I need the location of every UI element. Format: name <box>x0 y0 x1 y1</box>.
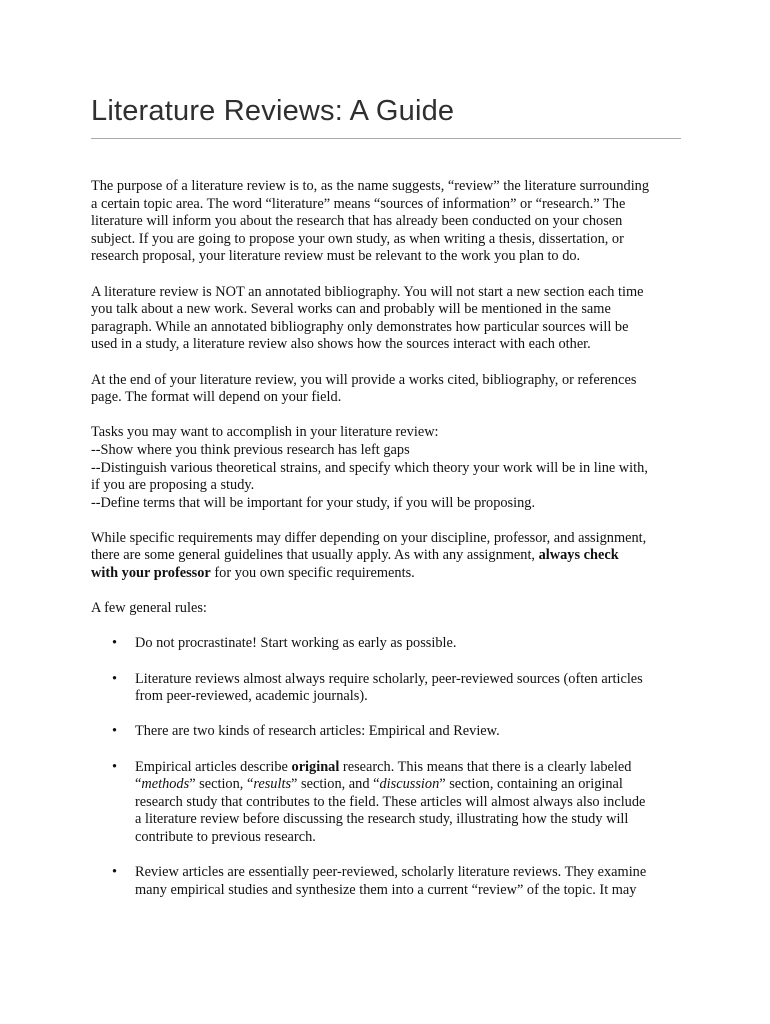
text-line: Tasks you may want to accomplish in your literature review: <box>91 424 439 441</box>
paragraph-tasks <box>91 424 691 512</box>
emphasis-methods: methods <box>141 776 190 793</box>
text-run: ” section, and “ <box>291 776 380 793</box>
text-line: A literature review is NOT an annotated bibliography. You will not start a new section each time <box>91 283 644 300</box>
paragraph-works-cited <box>91 372 691 407</box>
text-line: page. The format will depend on your field. <box>91 389 342 406</box>
list-item <box>91 759 691 847</box>
bullet-icon: • <box>112 670 118 687</box>
text-line: Review articles are essentially peer-reviewed, scholarly literature reviews. They examine <box>135 864 647 881</box>
text-run: “ <box>135 776 142 793</box>
text-line: subject. If you are going to propose your own study, as when writing a thesis, dissertation, or <box>91 230 624 247</box>
paragraph-requirements <box>91 530 691 583</box>
emphasis-discussion: discussion <box>379 776 440 793</box>
text-line: research study that contributes to the field. These articles will almost always also include <box>135 793 646 810</box>
text-line <box>135 759 691 777</box>
text-line <box>91 547 691 565</box>
text-line: --Distinguish various theoretical strains, and specify which theory your work will be in line with, <box>91 459 648 476</box>
text-run: ” section, containing an original <box>439 776 623 793</box>
page-title: Literature Reviews: A Guide <box>91 95 455 127</box>
text-line: Literature reviews almost always require scholarly, peer-reviewed sources (often articles <box>135 670 643 687</box>
title-underline <box>91 138 681 139</box>
text-line: a certain topic area. The word “literature” means “sources of information” or “research.” The <box>91 195 626 212</box>
text-line: paragraph. While an annotated bibliography only demonstrates how particular sources will be <box>91 318 629 335</box>
text-line: you talk about a new work. Several works can and probably will be mentioned in the same <box>91 301 611 318</box>
text-line: from peer-reviewed, academic journals). <box>135 688 368 705</box>
text-run: for you own specific requirements. <box>210 565 415 582</box>
paragraph-general-rules-heading <box>91 600 691 618</box>
bullet-icon: • <box>112 758 118 775</box>
list-item <box>91 671 691 706</box>
text-line: research proposal, your literature review must be relevant to the work you plan to do. <box>91 248 581 265</box>
text-run: ” section, “ <box>189 776 254 793</box>
emphasis-always-check: always check <box>538 547 619 564</box>
paragraph-not-annotated-bibliography <box>91 284 691 354</box>
text-line <box>91 565 691 583</box>
text-run: research. This means that there is a clearly labeled <box>339 758 632 775</box>
text-line: --Define terms that will be important for your study, if you will be proposing. <box>91 494 536 511</box>
bullet-icon: • <box>112 723 118 740</box>
text-line: if you are proposing a study. <box>91 477 255 494</box>
text-line: The purpose of a literature review is to, as the name suggests, “review” the literature surrounding <box>91 178 650 194</box>
text-line: --Show where you think previous research has left gaps <box>91 441 410 458</box>
text-line: a literature review before discussing the research study, illustrating how the study will <box>135 811 629 828</box>
text-run: there are some general guidelines that usually apply. As with any assignment, <box>91 547 539 564</box>
bullet-icon: • <box>112 635 118 652</box>
text-line: A few general rules: <box>91 600 207 617</box>
text-line: literature will inform you about the research that has already been conducted on your chosen <box>91 213 623 230</box>
text-line: There are two kinds of research articles: Empirical and Review. <box>135 723 500 740</box>
text-line: Do not procrastinate! Start working as early as possible. <box>135 635 457 652</box>
text-line: At the end of your literature review, you will provide a works cited, bibliography, or references <box>91 371 637 388</box>
document-body <box>91 178 691 917</box>
paragraph-purpose <box>91 178 691 266</box>
list-item <box>91 864 691 899</box>
emphasis-with-your-professor: with your professor <box>91 565 211 582</box>
text-line: used in a study, a literature review also shows how the sources interact with each other. <box>91 336 591 353</box>
rules-list <box>91 635 691 899</box>
text-line: many empirical studies and synthesize them into a current “review” of the topic. It may <box>135 881 637 898</box>
text-line <box>135 776 691 794</box>
bullet-icon: • <box>112 864 118 881</box>
emphasis-results: results <box>253 776 292 793</box>
text-line: contribute to previous research. <box>135 828 316 845</box>
text-run: Empirical articles describe <box>135 758 292 775</box>
emphasis-original: original <box>291 758 340 775</box>
list-item <box>91 723 691 741</box>
text-line: While specific requirements may differ depending on your discipline, professor, and assignment, <box>91 529 647 546</box>
list-item <box>91 635 691 653</box>
